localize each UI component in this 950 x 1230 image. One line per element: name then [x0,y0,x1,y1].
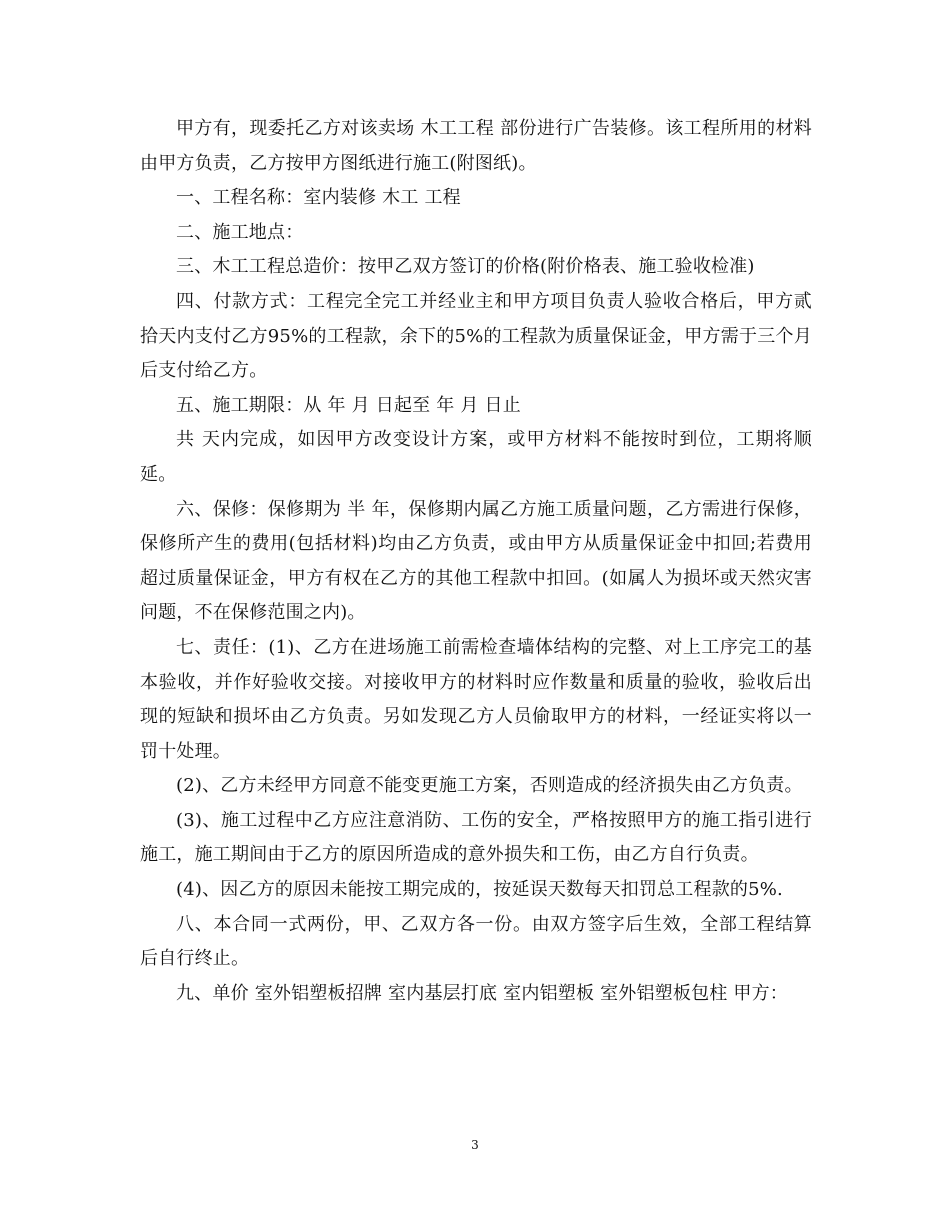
clause-responsibility-3: (3)、施工过程中乙方应注意消防、工伤的安全，严格按照甲方的施工指引进行施工，施工期间由于乙方的原因所造成的意外损失和工伤，由乙方自行负责。 [140,809,812,866]
contract-body [140,112,812,1011]
clause-site-location: 二、施工地点： [176,221,304,243]
clause-project-name: 一、工程名称：室内装修 木工 工程 [176,187,461,209]
intro-paragraph: 甲方有，现委托乙方对该卖场 木工工程 部份进行广告装修。该工程所用的材料由甲方负责，乙方按甲方图纸进行施工(附图纸)。 [140,118,812,174]
clause-responsibility-4: (4)、因乙方的原因未能按工期完成的，按延误天数每天扣罚总工程款的5%. [176,879,783,901]
clause-copies: 八、本合同一式两份，甲、乙双方各一份。由双方签字后生效，全部工程结算后自行终止。 [140,913,812,970]
clause-warranty: 六、保修：保修期为 半 年，保修期内属乙方施工质量问题，乙方需进行保修，保修所产生的费用(包括材料)均由乙方负责，或由甲方从质量保证金中扣回;若费用超过质量保证金，甲方有权在乙方的其他工程款中扣回。(如属人为损坏或天然灾害问题，不在保修范围之内)。 [140,498,812,624]
clause-total-cost: 三、木工工程总造价：按甲乙双方签订的价格(附价格表、施工验收检准) [176,256,755,278]
clause-payment-method: 四、付款方式：工程完全完工并经业主和甲方项目负责人验收合格后，甲方贰拾天内支付乙方95%的工程款，余下的5%的工程款为质量保证金，甲方需于三个月后支付给乙方。 [140,290,812,382]
clause-responsibility-1: 七、责任：(1)、乙方在进场施工前需检查墙体结构的完整、对上工序完工的基本验收，并作好验收交接。对接收甲方的材料时应作数量和质量的验收，验收后出现的短缺和损坏由乙方负责。另如发现乙方人员偷取甲方的材料，一经证实将以一罚十处理。 [140,636,812,762]
clause-period-extension: 共 天内完成，如因甲方改变设计方案，或甲方材料不能按时到位，工期将顺延。 [140,429,812,485]
clause-unit-price: 九、单价 室外铝塑板招牌 室内基层打底 室内铝塑板 室外铝塑板包柱 甲方： [176,982,789,1004]
page-number: 3 [471,1138,479,1152]
clause-construction-period: 五、施工期限：从 年 月 日起至 年 月 日止 [176,394,521,416]
clause-responsibility-2: (2)、乙方未经甲方同意不能变更施工方案，否则造成的经济损失由乙方负责。 [176,775,803,797]
